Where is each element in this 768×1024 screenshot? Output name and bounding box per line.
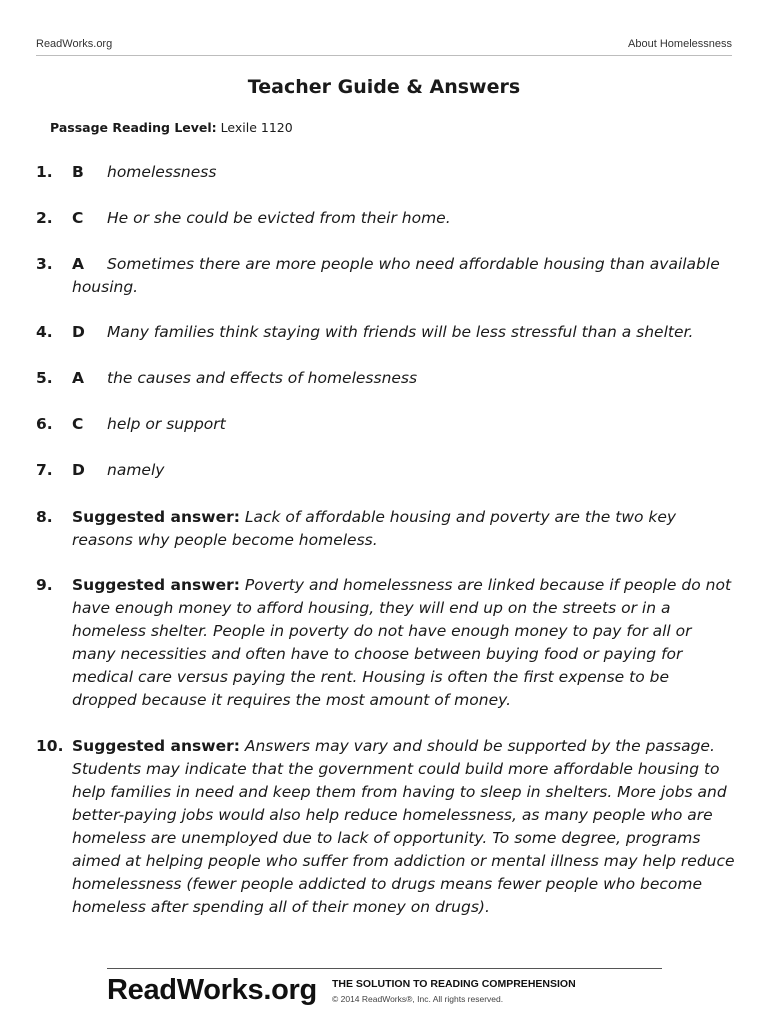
answer-text: He or she could be evicted from their home. (107, 209, 451, 227)
answer-number: 9. (36, 576, 53, 594)
header-divider (36, 55, 732, 56)
answer-letter: B (72, 163, 84, 181)
answer-number: 6. (36, 415, 53, 433)
answer-number: 7. (36, 461, 53, 479)
answer-text: namely (107, 461, 165, 479)
answer-number: 3. (36, 255, 53, 273)
answer-text: help or support (107, 415, 226, 433)
answer-letter: C (72, 415, 84, 433)
answer-text: Many families think staying with friends will be less stressful than a shelter. (107, 323, 694, 341)
answer-item (36, 321, 736, 344)
answer-item (36, 459, 736, 482)
page-header-right: About Homelessness (628, 38, 732, 50)
footer-copyright: © 2014 ReadWorks®, Inc. All rights reserved. (332, 994, 504, 1004)
answer-item (36, 574, 736, 712)
answer-item (36, 735, 736, 919)
answer-letter: C (72, 209, 84, 227)
reading-level-label: Passage Reading Level: (50, 120, 217, 135)
footer-tagline: THE SOLUTION TO READING COMPREHENSION (332, 978, 576, 990)
answer-text: Poverty and homelessness are linked because if people do not have enough money to afford housing, they will end up on the streets or in a homeless shelter. People in poverty do not have enough money to pay for all or many necessities and often have to choose between buying food or paying for medical care versus paying the rent. Housing is often the first expense to be dropped because it requires the most amount of money. (72, 576, 732, 709)
suggested-answer-label: Suggested answer: (72, 508, 240, 526)
answer-item (36, 367, 736, 390)
answer-item (36, 253, 736, 299)
answer-item (36, 207, 736, 230)
answer-number: 1. (36, 163, 53, 181)
footer-divider (107, 968, 662, 969)
answer-item (36, 506, 736, 552)
answer-text: the causes and effects of homelessness (107, 369, 418, 387)
answer-number: 4. (36, 323, 53, 341)
answer-letter: A (72, 369, 84, 387)
reading-level-value: Lexile 1120 (220, 120, 293, 135)
answer-number: 10. (36, 737, 64, 755)
answer-item (36, 413, 736, 436)
answer-number: 5. (36, 369, 53, 387)
answer-number: 2. (36, 209, 53, 227)
answer-text-block (36, 735, 736, 919)
answer-letter: D (72, 323, 85, 341)
reading-level (50, 120, 293, 135)
answer-letter: A (72, 255, 84, 273)
answer-number: 8. (36, 508, 53, 526)
suggested-answer-label: Suggested answer: (72, 576, 240, 594)
answer-text: Lack of affordable housing and poverty are the two key reasons why people become homeless. (72, 508, 677, 549)
answer-text-block (36, 574, 736, 712)
answer-text: homelessness (107, 163, 217, 181)
answer-item (36, 161, 736, 184)
page-header-left: ReadWorks.org (36, 38, 113, 50)
footer-logo: ReadWorks.org (107, 974, 317, 1006)
answer-text: Sometimes there are more people who need affordable housing than available housing. (72, 255, 720, 296)
answer-text: Answers may vary and should be supported by the passage. Students may indicate that the government could build more affordable housing to help families in need and keep them from having to sleep in shelters. More jobs and better-paying jobs would also help reduce homelessness, as many people who are homeless are unemployed due to lack of opportunity. To some degree, programs aimed at helping people who suffer from addiction or mental illness may help reduce homelessness (fewer people addicted to drugs means fewer people who become homeless after spending all of their money on drugs). (72, 737, 735, 916)
answer-text-block (36, 506, 736, 552)
answer-letter: D (72, 461, 85, 479)
page-title: Teacher Guide & Answers (247, 76, 521, 98)
suggested-answer-label: Suggested answer: (72, 737, 240, 755)
